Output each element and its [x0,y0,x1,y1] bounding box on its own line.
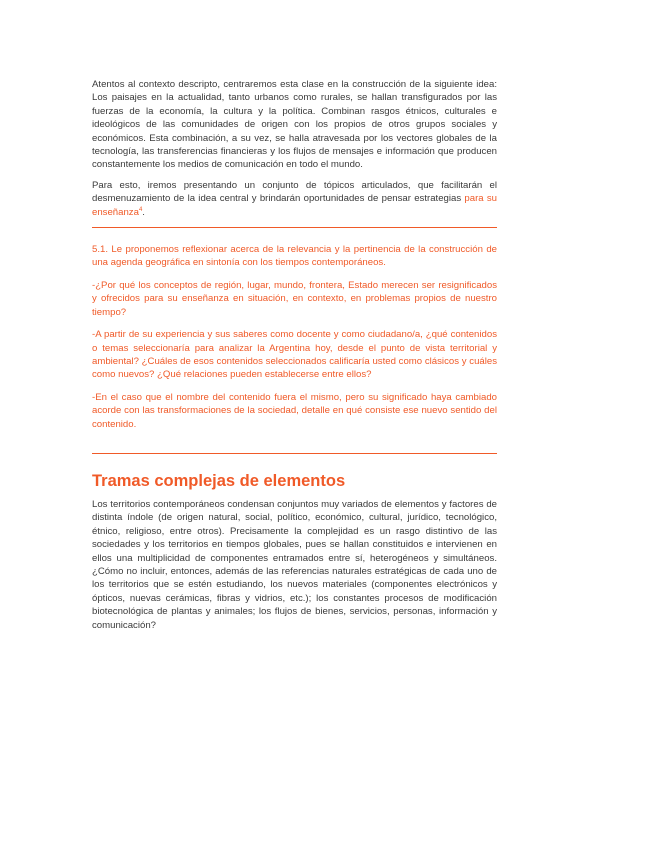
intro-paragraph-topics [92,179,497,219]
intro-paragraph: Atentos al contexto descripto, centraremos esta clase en la construcción de la siguiente idea: Los paisajes en la actualidad, tanto urbanos como rurales, se hallan transfigurados por las fuerzas de la economía, la cultura y la política. Combinan rasgos étnicos, culturales e ideológicos de las comunidades de origen con los propios de otros grupos sociales y económicos. Esta combinación, a su vez, se halla atravesada por los vectores globales de la tecnología, las transferencias financieras y los flujos de mensajes e información que producen constantemente los medios de comunicación en todo el mundo. [92,79,497,171]
activity-question-3: -En el caso que el nombre del contenido fuera el mismo, pero su significado haya cambiado acorde con las transformaciones de la sociedad, detalle en qué consiste ese nuevo sentido del contenido. [92,391,497,430]
section-divider-top [92,227,497,228]
intro-paragraph-topics-text: Para esto, iremos presentando un conjunto de tópicos articulados, que facilitarán el desmenuzamiento de la idea central y brindarán oportunidades de pensar estrategias [92,179,497,205]
document-page [92,78,497,632]
intro-paragraph-end: . [142,206,145,218]
footnote-marker[interactable]: 4 [138,206,143,213]
activity-question-2: -A partir de su experiencia y sus saberes como docente y como ciudadano/a, ¿qué contenidos o temas seleccionaría para analizar la Argentina hoy, desde el punto de vista territorial y ambiental? ¿Cuáles de esos contenidos seleccionados calificaría usted como clásicos y cuáles como nuevos? ¿Qué relaciones pueden establecerse entre ellos? [92,329,497,381]
section-divider-bottom [92,453,497,454]
footnote-link-text[interactable]: para su enseñanza [92,193,497,218]
section-body: Los territorios contemporáneos condensan conjuntos muy variados de elementos y factores de distinta índole (de origen natural, social, político, económico, cultural, jurídico, tecnológico, étnico, religioso, entre otros). Precisamente la complejidad es un rasgo distintivo de las sociedades y los territorios en tiempos globales, pues se hallan constituidos e intervienen en ellos una multiplicidad de componentes entramados entre sí, heterogéneos y simultáneos. ¿Cómo no incluir, entonces, además de las referencias naturales estratégicas de cada uno de los territorios que se estén estudiando, los nuevos materiales (componentes electrónicos y ópticos, nuevas cerámicas, fibras y vidrios, etc.); los constantes procesos de modificación biotecnológica de plantas y animales; los flujos de bienes, servicios, personas, información y comunicación? [92,498,497,631]
activity-question-1: -¿Por qué los conceptos de región, lugar, mundo, frontera, Estado merecen ser resignificados y ofrecidos para su enseñanza en situación, en contexto, en problemas propios de nuestro tiempo? [92,279,497,318]
section-title: Tramas complejas de elementos [92,471,346,490]
activity-intro: 5.1. Le proponemos reflexionar acerca de la relevancia y la pertinencia de la construcción de una agenda geográfica en sintonía con los tiempos contemporáneos. [92,244,497,269]
